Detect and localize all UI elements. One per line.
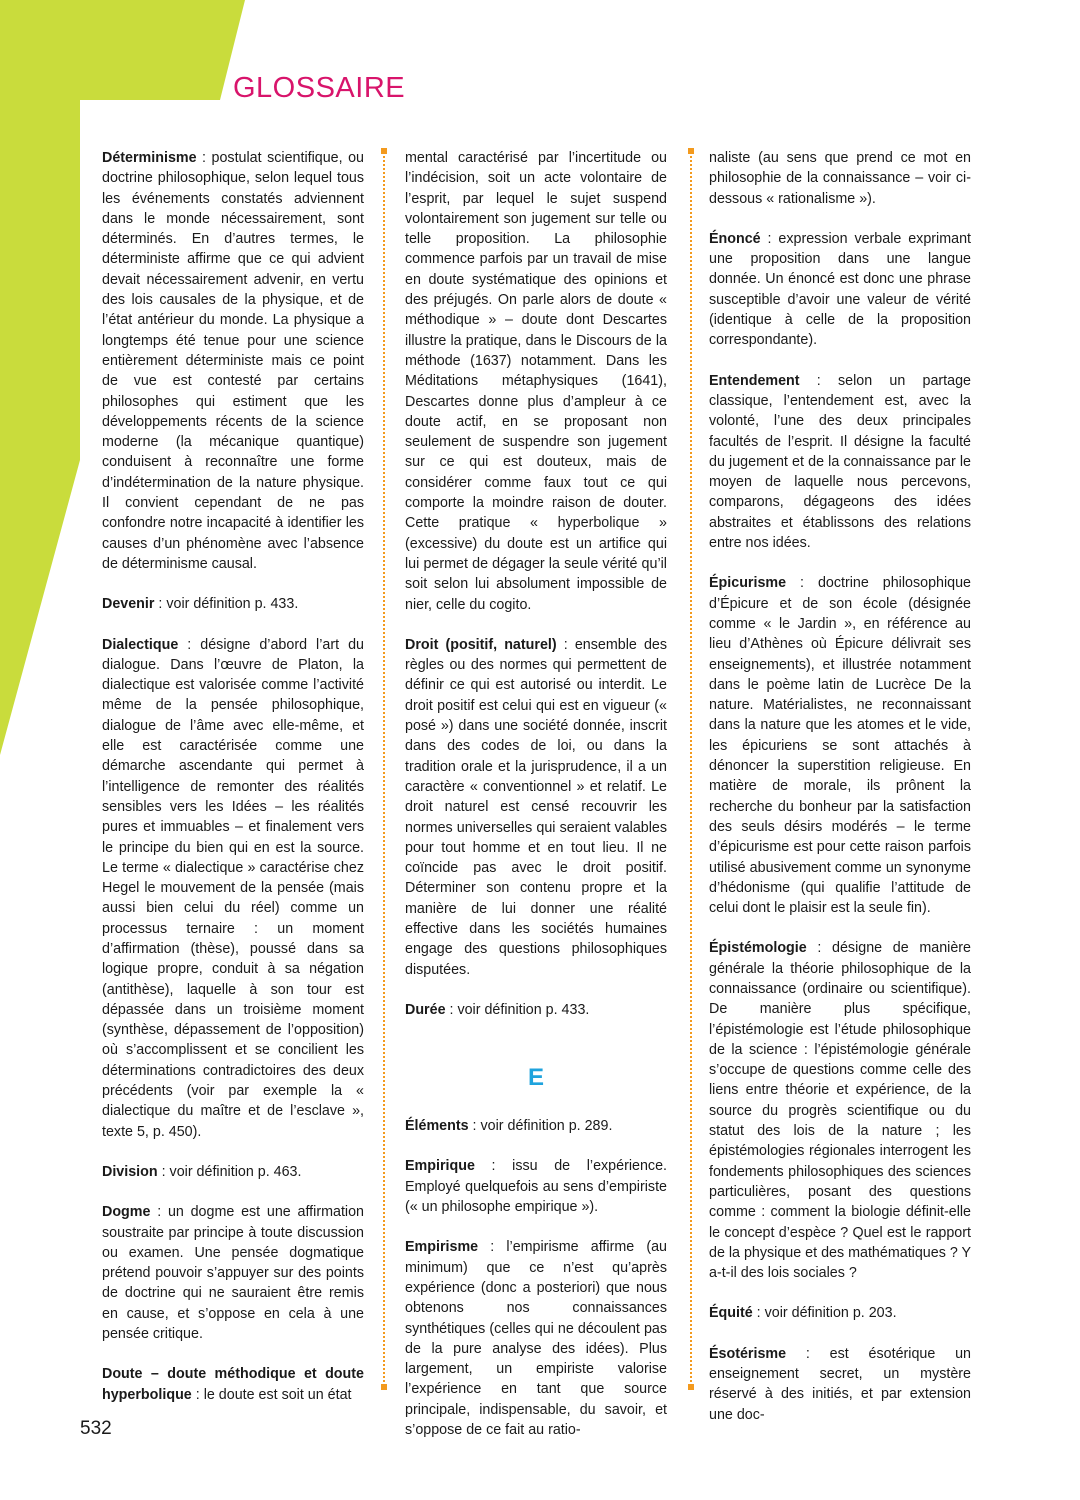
term-separator: : [799,372,838,389]
glossary-entry-empirique [405,1156,667,1217]
glossary-definition: désigne de manière générale la théorie philosophique de la connaissance (ordinaire ou scientifique). De manière plus spécifique, l’épistémologie est l’étude philosophique de la science : l’épistémologie générale s’occupe de questions comme celle des liens entre théorie et expérience, de la source du progrès scientifique ou du statut des lois de la nature ; les épistémologies régionales interrogent les fondements philosophiques des sciences particulières, posant des questions comme : comment la biologie définit-elle le concept d’espèce ? Quel est le rapport de la physique et des mathématiques ? Y a-t-il des lois sociales ? [709,940,972,1282]
term-separator: : [191,1386,204,1403]
term-separator: : [468,1118,481,1135]
glossary-term: Doute – doute méthodique et doute hyperbolique [102,1366,364,1403]
page-title: GLOSSAIRE [233,72,406,104]
separator-cap-bottom [688,1384,694,1390]
glossary-definition: naliste (au sens que prend ce mot en philosophie de la connaissance – voir ci-dessous « rationalisme »). [709,150,971,207]
glossary-term: Énoncé [709,230,761,247]
term-separator: : [196,150,212,166]
glossary-term: Équité [709,1305,753,1322]
glossary-term: Devenir [102,596,155,613]
glossary-term: Droit (positif, naturel) [405,636,557,653]
glossary-entry-esoterisme [709,1344,971,1425]
glossary-definition: est ésotérique un enseignement secret, un mystère réservé à des initiés, et par extension une doc- [709,1345,972,1423]
glossary-definition: voir définition p. 463. [169,1163,302,1180]
term-separator: : [478,1239,507,1256]
glossary-definition: ensemble des règles ou des normes qui permettent de définir ce qui est autorisé ou interdit. Le droit positif est celui qui est en vigueur (« posé ») dans une société donnée, inscrit dans des codes de loi, ou dans la tradition orale et la jurisprudence, il a un caractère « conventionnel » et relatif. Le droit naturel est censé recouvrir les normes universelles qui seraient valables pour tout homme et en tout lieu. Il ne coïncide pas avec le droit positif. Déterminer son contenu propre et la manière de lui donner une réalité effective dans les sociétés humaines engage des questions philosophiques disputées. [405,636,668,978]
term-separator: : [556,636,575,653]
glossary-definition: doctrine philosophique d’Épicure et de son école (désignée comme « le Jardin », en référence au lieu d’Athènes où Épicure délivrait ses enseignements), et illustrée notamment dans le poème latin de Lucrèce De la nature. Matérialistes, ne reconnaissant dans la nature que les atomes et le vide, les épicuriens se sont attachés à dénoncer la superstition religieuse. En matière de morale, ils prônent la recherche du bonheur par la satisfaction des seuls désirs modérés – le terme d’épicurisme est pour cette raison parfois utilisé abusivement comme un synonyme d’hédonisme (qui qualifie l’attitude de celui dont le plaisir est la seule fin). [709,575,972,917]
glossary-entry-enonce [709,229,971,351]
separator-cap-top [381,148,387,154]
glossary-entry-doute-continued [405,148,667,615]
glossary-term: Ésotérisme [709,1345,787,1362]
term-separator: : [154,596,167,613]
glossary-entry-determinisme [102,148,364,574]
term-separator: : [786,575,818,592]
glossary-definition: l’empirisme affirme (au minimum) que ce n’est qu’après expérience (donc a posteriori) que nous obtenons nos connaissances synthétiques (celles qui ne découlent pas de la pure analyse des idées). Plus largement, un empiriste valorise l’expérience en tant que source principale, indispensable, du savoir, et s’oppose de ce fait au ratio- [405,1239,667,1439]
glossary-definition: mental caractérisé par l’incertitude ou l’indécision, soit un acte volontaire de l’esprit, par lequel le sujet suspend volontairement son jugement sur telle ou telle proposition. La philosophie commence parfois par un travail de mise en doute systématique des opinions et des préjugés. On parle alors de doute « méthodique » – doute dont Descartes illustre la pratique, dans le Discours de la méthode (1637) notamment. Dans les Méditations métaphysiques (1641), Descartes donne plus d’ampleur à ce doute actif, en se proposant non seulement de suspendre son jugement sur ce qui est douteux, mais de considérer comme faux tout ce qui comporte la moindre raison de douter. Cette pratique « hyperbolique » (excessive) du doute est un artifice qui lui permet de dégager la seule vérité qu’il soit selon lui absolument impossible de nier, celle du cogito. [405,150,667,613]
glossary-definition: voir définition p. 433. [457,1001,590,1018]
glossary-entry-dialectique [102,635,364,1142]
glossary-definition: issu de l’expérience. Employé quelquefois au sens d’empiriste (« un philosophe empirique »). [405,1158,667,1216]
glossary-term: Déterminisme [102,150,197,166]
glossary-term: Épicurisme [709,575,787,592]
glossary-term: Épistémologie [709,940,807,957]
term-separator: : [752,1305,765,1322]
glossary-entry-epicurisme [709,573,971,918]
glossary-entry-elements [405,1116,667,1136]
glossary-definition: voir définition p. 433. [166,596,299,613]
glossary-definition: voir définition p. 203. [764,1305,897,1322]
glossary-definition: expression verbale exprimant une proposition dans une langue donnée. Un énoncé est donc une phrase susceptible d’avoir une valeur de vérité (identique à celle de la proposition correspondante). [709,230,971,349]
glossary-entry-duree [405,1000,667,1020]
column-separator-2 [690,148,692,1390]
glossary-column-2 [405,148,667,1460]
glossary-term: Dogme [102,1204,151,1221]
glossary-entry-entendement [709,371,971,554]
section-letter-heading: E [527,1064,544,1092]
glossary-entry-division [102,1162,364,1182]
glossary-term: Division [102,1163,158,1180]
separator-cap-bottom [381,1384,387,1390]
glossary-term: Empirique [405,1158,475,1175]
glossary-definition: selon un partage classique, l’entendement est, avec la volonté, l’une des deux principales facultés de l’esprit. Il désigne la faculté du jugement et de la connaissance par le moyen de laquelle nous percevons, comparons, dégageons des idées abstraites et établissons des relations entre nos idées. [709,372,971,552]
term-separator: : [786,1345,830,1362]
glossary-column-3 [709,148,971,1445]
glossary-definition: voir définition p. 289. [480,1118,613,1135]
glossary-entry-empirisme-continued [709,148,971,209]
glossary-column-1 [102,148,364,1425]
glossary-entry-empirisme [405,1237,667,1440]
glossary-entry-doute [102,1364,364,1405]
glossary-entry-equite [709,1303,971,1323]
term-separator: : [445,1001,458,1018]
glossary-definition: désigne d’abord l’art du dialogue. Dans l’œuvre de Platon, la dialectique est valorisée comme l’activité même de la pensée philosophique, dialogue de l’âme avec elle-même, et elle est caractérisée comme une démarche ascendante qui permet à l’intelligence de remonter des réalités sensibles vers les Idées – les réalités pures et immuables – et finalement vers le principe du bien qui en est la source. Le terme « dialectique » caractérise chez Hegel le mouvement de la pensée (mais aussi bien celui du réel) comme un processus ternaire : un moment d’affirmation (thèse), poussé dans sa logique propre, conduit à sa négation (antithèse), laquelle à son tour est dépassée dans un troisième moment (synthèse, dépassement de l’opposition) où s’accomplissent et se concilient les déterminations contradictoires des deux précédents (voir par exemple la « dialectique du maître et de l’esclave », texte 5, p. 450). [102,636,364,1140]
glossary-entry-epistemologie [709,938,971,1283]
glossary-term: Durée [405,1001,446,1018]
glossary-definition: postulat scientifique, ou doctrine philosophique, selon lequel tous les événements constatés adviennent dans le monde nécessairement, sont déterminés. En d’autres termes, le déterministe affirme que ce qui advient devait nécessairement advenir, en vertu des lois causales de la physique, et de l’état antérieur du monde. La physique a longtemps été tenue pour une science entièrement déterministe mais ce point de vue est contesté par certains philosophes qui estiment que les développements récents de la science moderne (la mécanique quantique) conduisent à reconnaître une forme d’indétermination de la nature physique. Il convient cependant de ne pas confondre notre incapacité à identifier les causes d’un phénomène avec l’absence de déterminisme causal. [102,150,364,572]
glossary-term: Dialectique [102,636,179,653]
term-separator: : [760,230,779,247]
term-separator: : [474,1158,513,1175]
glossary-term: Entendement [709,372,800,389]
term-separator: : [178,636,201,653]
glossary-term: Empirisme [405,1239,479,1256]
page-number: 532 [80,1418,112,1439]
glossary-definition: un dogme est une affirmation soustraite par principe à toute discussion ou examen. Une pensée dogmatique prétend pouvoir s’appuyer sur des points de doctrine qui ne sauraient être remis en cause, et s’oppose en cela à une pensée critique. [102,1204,364,1343]
glossary-entry-droit [405,635,667,980]
term-separator: : [157,1163,170,1180]
glossary-definition: le doute est soit un état [203,1386,352,1403]
glossary-entry-devenir [102,594,364,614]
glossary-term: Éléments [405,1118,469,1135]
separator-cap-top [688,148,694,154]
term-separator: : [150,1204,168,1221]
column-separator-1 [383,148,385,1390]
glossary-entry-dogme [102,1202,364,1344]
term-separator: : [806,940,833,957]
